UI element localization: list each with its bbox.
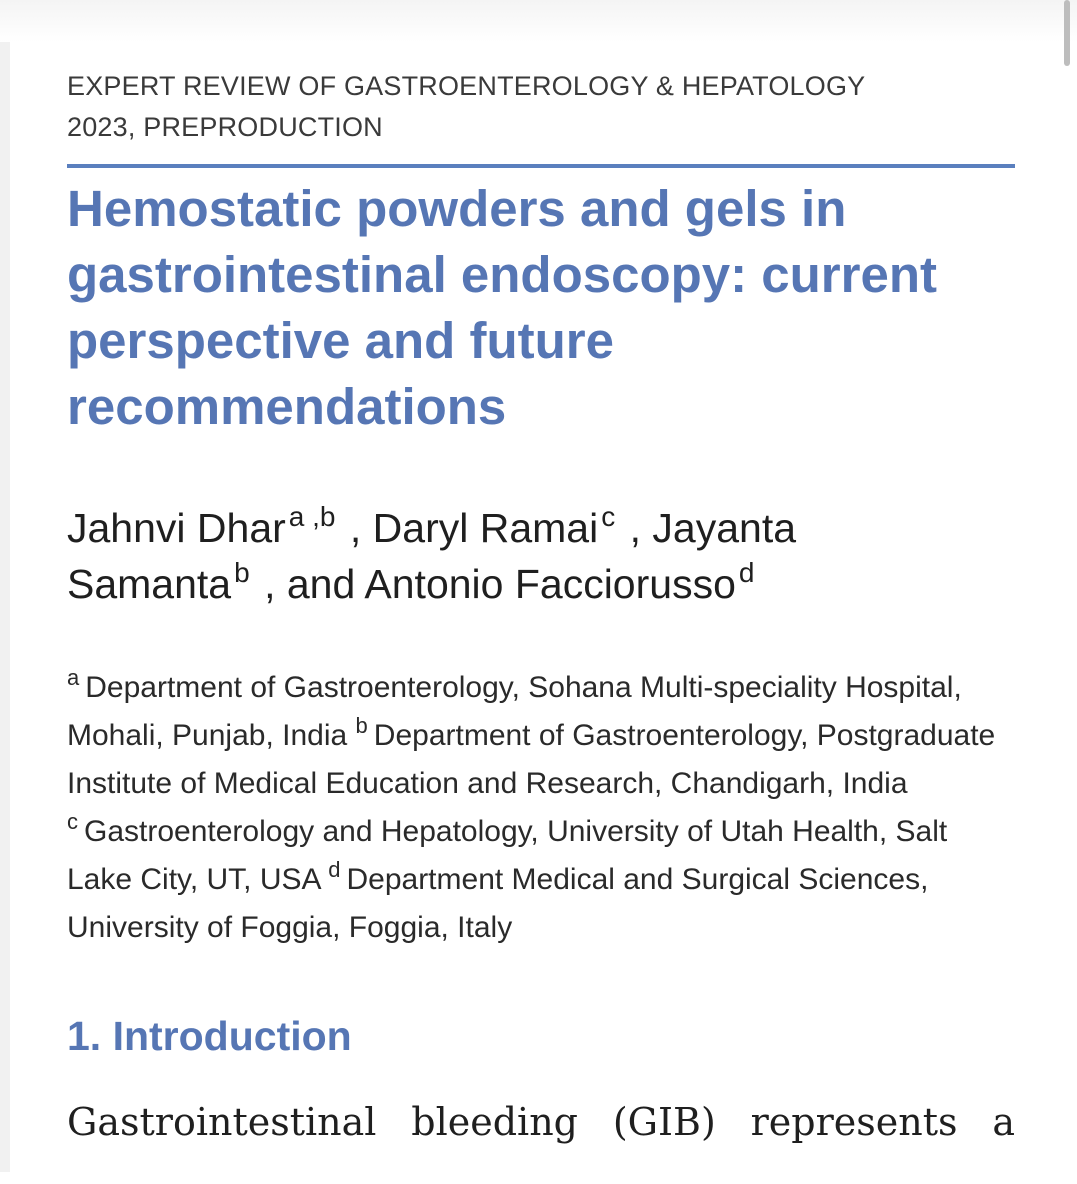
journal-name: EXPERT REVIEW OF GASTROENTEROLOGY & HEPATOLOGY: [67, 71, 866, 101]
author-separator: , and: [252, 561, 365, 607]
author-name[interactable]: Jayanta Samanta: [67, 505, 797, 607]
left-edge-strip: [0, 0, 10, 1172]
article-page: [67, 66, 1015, 1184]
top-bar-shadow: [0, 0, 1077, 42]
affiliation-text: Department of Gastroenterology, Sohana Multi-speciality Hospital, Mohali, Punjab, India: [67, 671, 962, 752]
author-separator: ,: [618, 505, 653, 551]
scrollbar-thumb[interactable]: [1064, 0, 1070, 66]
affiliation-text: Department Medical and Surgical Sciences, University of Foggia, Foggia, Italy: [67, 863, 929, 944]
author-list: [67, 500, 967, 612]
journal-year-status: 2023, PREPRODUCTION: [67, 112, 383, 142]
affiliation-marker: b: [355, 713, 368, 738]
section-heading-introduction: 1. Introduction: [67, 1013, 352, 1059]
author-affiliation-marker[interactable]: a ,b: [288, 501, 336, 532]
introduction-paragraph: Gastrointestinal bleeding (GIB) represents a: [67, 1100, 1015, 1145]
author-affiliation-marker[interactable]: d: [738, 557, 755, 588]
journal-header: [67, 66, 1015, 148]
author-name[interactable]: Antonio Facciorusso: [364, 561, 736, 607]
author-name[interactable]: Jahnvi Dhar: [67, 505, 286, 551]
author-affiliation-marker[interactable]: c: [601, 501, 616, 532]
affiliations: [67, 664, 1015, 952]
article-title: Hemostatic powders and gels in gastrointestinal endoscopy: current perspective and future recommendations: [67, 180, 937, 435]
affiliation-marker: c: [67, 809, 78, 834]
affiliation-text: Department of Gastroenterology, Postgraduate Institute of Medical Education and Research, Chandigarh, India: [67, 719, 996, 800]
affiliation-marker: d: [328, 857, 341, 882]
header-divider: [67, 164, 1015, 168]
author-separator: ,: [338, 505, 373, 551]
affiliation-text: Gastroenterology and Hepatology, University of Utah Health, Salt Lake City, UT, USA: [67, 815, 948, 896]
author-affiliation-marker[interactable]: b: [234, 557, 250, 588]
affiliation-marker: a: [67, 665, 80, 690]
author-name[interactable]: Daryl Ramai: [372, 505, 599, 551]
